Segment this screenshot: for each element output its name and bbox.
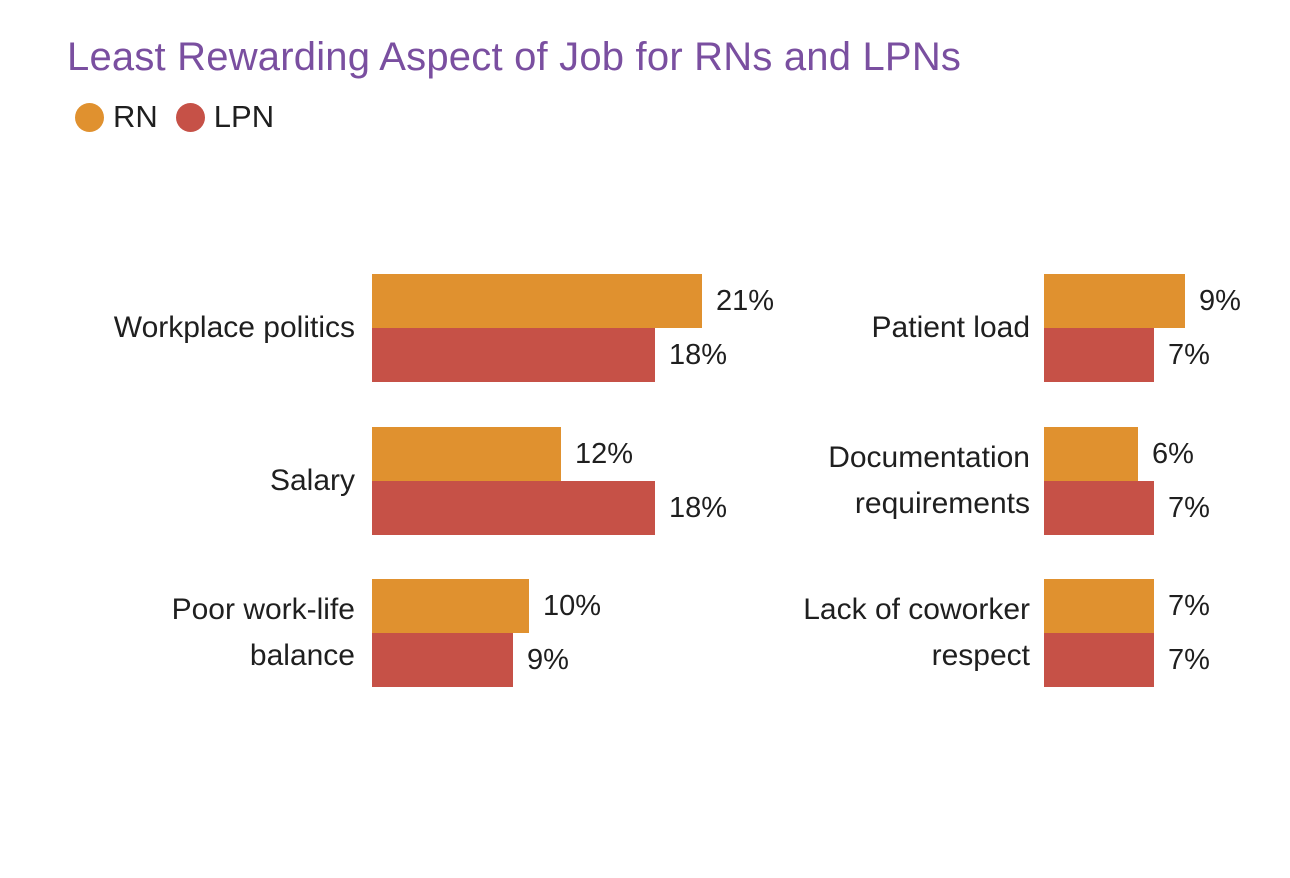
lpn-value-label: 18%	[669, 338, 728, 371]
rn-value-label: 21%	[716, 284, 775, 317]
category-label: Poor work-life balance	[171, 592, 355, 672]
rn-value-label: 6%	[1152, 437, 1194, 470]
bar-group	[1044, 427, 1290, 535]
rn-value-label: 12%	[575, 437, 634, 470]
legend-label-rn: RN	[113, 99, 158, 134]
row-lack-of-coworker-respect	[0, 579, 1290, 687]
lpn-bar	[1044, 328, 1154, 382]
rn-value-label: 10%	[543, 589, 602, 622]
legend-swatch-rn	[75, 103, 104, 132]
category-label: Patient load	[871, 310, 1030, 344]
category-label: Salary	[269, 463, 355, 497]
chart-title: Least Rewarding Aspect of Job for RNs and LPNs	[67, 35, 962, 79]
row-patient-load	[0, 274, 1290, 382]
legend-label-lpn: LPN	[213, 99, 275, 134]
lpn-value-label: 9%	[527, 643, 569, 676]
rn-bar	[1044, 427, 1138, 481]
lpn-value-label: 7%	[1168, 338, 1210, 371]
category-label: Lack of coworker respect	[803, 592, 1030, 672]
rn-bar	[1044, 274, 1185, 328]
legend-swatch-lpn	[176, 103, 205, 132]
rn-value-label: 7%	[1168, 589, 1210, 622]
lpn-value-label: 7%	[1168, 491, 1210, 524]
category-label: Workplace politics	[113, 310, 355, 344]
rn-bar	[1044, 579, 1154, 633]
legend-item-lpn	[176, 99, 274, 135]
lpn-value-label: 7%	[1168, 643, 1210, 676]
bar-group	[1044, 579, 1290, 687]
lpn-bar	[1044, 633, 1154, 687]
legend	[75, 99, 274, 135]
lpn-value-label: 18%	[669, 491, 728, 524]
bar-group	[1044, 274, 1290, 382]
legend-item-rn	[75, 99, 158, 135]
category-label: Documentation requirements	[828, 440, 1030, 520]
row-documentation-requirements	[0, 427, 1290, 535]
lpn-bar	[1044, 481, 1154, 535]
rn-value-label: 9%	[1199, 284, 1241, 317]
